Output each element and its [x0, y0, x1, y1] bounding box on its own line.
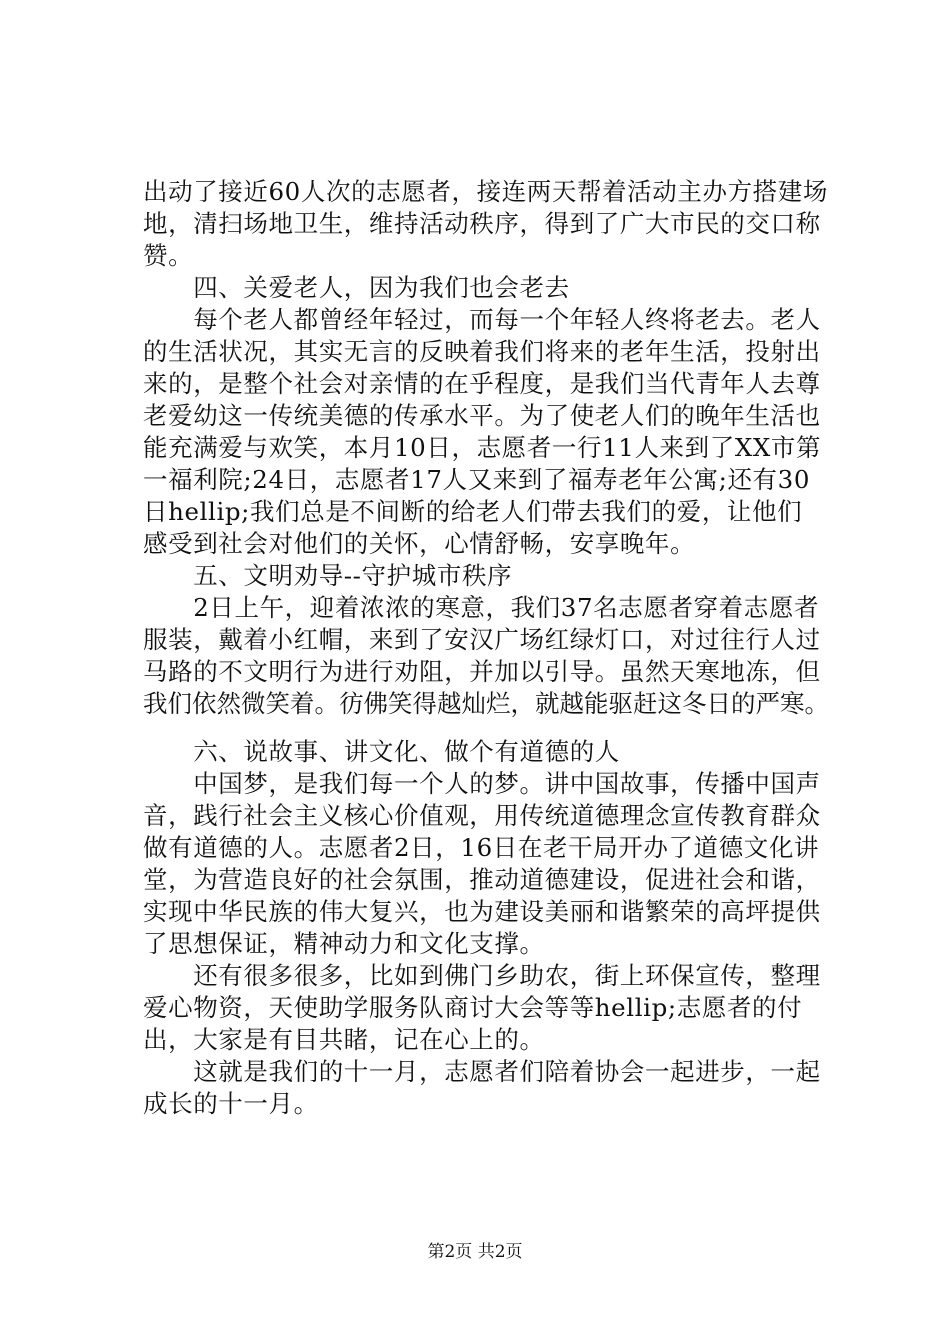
body-text-line: 了思想保证，精神动力和文化支撑。: [143, 929, 545, 958]
body-text-line: 感受到社会对他们的关怀，心情舒畅，安享晚年。: [143, 529, 696, 558]
body-text-line: 还有很多很多，比如到佛门乡助农，街上环保宣传，整理: [143, 961, 821, 990]
body-text-line: 2日上午，迎着浓浓的寒意，我们37名志愿者穿着志愿者: [143, 593, 820, 622]
body-text-line: 服装，戴着小红帽，来到了安汉广场红绿灯口，对过往行人过: [143, 625, 821, 654]
body-text-line: 老爱幼这一传统美德的传承水平。为了使老人们的晚年生活也: [143, 401, 821, 430]
body-text-line: 做有道德的人。志愿者2日，16日在老干局开办了道德文化讲: [143, 833, 820, 862]
body-text-line: 能充满爱与欢笑，本月10日，志愿者一行11人来到了XX市第: [143, 433, 822, 462]
body-text-line: 实现中华民族的伟大复兴，也为建设美丽和谐繁荣的高坪提供: [143, 897, 821, 926]
body-text-line: 马路的不文明行为进行劝阻，并加以引导。虽然天寒地冻，但: [143, 657, 821, 686]
body-text-line: 日hellip;我们总是不间断的给老人们带去我们的爱，让他们: [143, 497, 803, 526]
body-text-line: 我们依然微笑着。彷佛笑得越灿烂，就越能驱赶这冬日的严寒。: [143, 689, 829, 718]
body-text-line: 每个老人都曾经年轻过，而每一个年轻人终将老去。老人: [143, 305, 821, 334]
section-heading: 六、说故事、讲文化、做个有道德的人: [143, 737, 620, 766]
body-text-line: 一福利院;24日，志愿者17人又来到了福寿老年公寓;还有30: [143, 465, 811, 494]
body-text-line: 堂，为营造良好的社会氛围，推动道德建设，促进社会和谐，: [143, 865, 821, 894]
body-text-line: 出动了接近60人次的志愿者，接连两天帮着活动主办方搭建场: [143, 177, 828, 206]
body-text-line: 音，践行社会主义核心价值观，用传统道德理念宣传教育群众: [143, 801, 821, 830]
body-text-line: 来的，是整个社会对亲情的在乎程度，是我们当代青年人去尊: [143, 369, 821, 398]
body-text-line: 成长的十一月。: [143, 1089, 319, 1118]
body-text-line: 赞。: [143, 241, 194, 270]
body-text-line: 这就是我们的十一月，志愿者们陪着协会一起进步，一起: [143, 1057, 821, 1086]
body-text-line: 爱心物资，天使助学服务队商讨大会等等hellip;志愿者的付: [143, 993, 803, 1022]
body-text-line: 地，清扫场地卫生，维持活动秩序，得到了广大市民的交口称: [143, 209, 821, 238]
page-number-footer: 第2页 共2页: [427, 1242, 523, 1262]
body-text-line: 出，大家是有目共睹，记在心上的。: [143, 1025, 545, 1054]
body-text-line: 中国梦，是我们每一个人的梦。讲中国故事，传播中国声: [143, 769, 821, 798]
section-heading: 五、文明劝导--守护城市秩序: [143, 561, 513, 590]
section-heading: 四、关爱老人，因为我们也会老去: [143, 273, 570, 302]
body-text-line: 的生活状况，其实无言的反映着我们将来的老年生活，投射出: [143, 337, 821, 366]
